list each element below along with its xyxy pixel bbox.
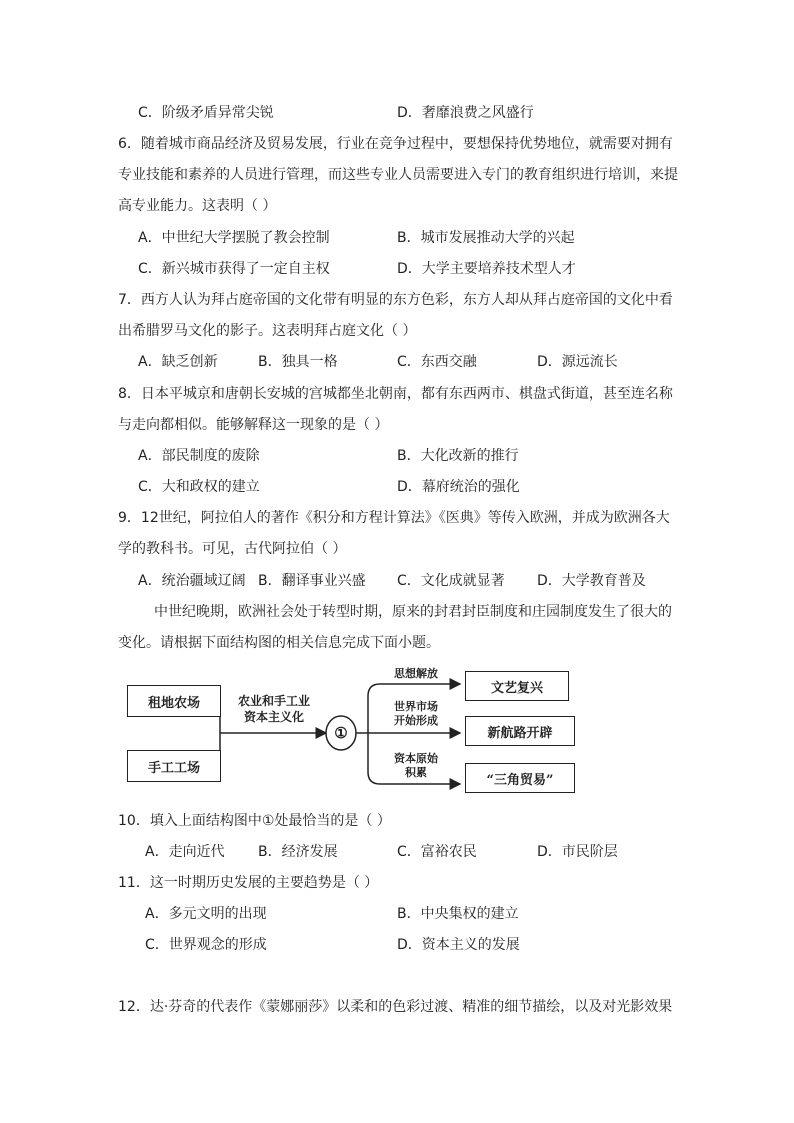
label-capitalization-2: 资本主义化 [243,710,304,724]
q7-stem-line-1: 7．西方人认为拜占庭帝国的文化带有明显的东方色彩，东方人却从拜占庭帝国的文化中看 [118,292,673,308]
q8-option-b: B．大化改新的推行 [397,448,519,464]
q9-option-b: B．翻译事业兴盛 [258,573,366,589]
q8-stem-line-2: 与走向都相似。能够解释这一现象的是（ ） [118,417,389,433]
box-rented-farm: 租地农场 [127,685,221,717]
right-bracket [368,684,380,784]
box-handicraft-workshop: 手工工场 [127,750,221,782]
q10-option-d: D．市民阶层 [537,844,618,860]
q7-option-a: A．缺乏创新 [138,354,218,370]
label-world-market-2: 开始形成 [394,714,438,727]
q6-option-c: C．新兴城市获得了一定自主权 [138,261,330,277]
q6-option-b: B．城市发展推动大学的兴起 [397,230,575,246]
box-renaissance: 文艺复兴 [465,671,569,701]
q6-stem-line-1: 6．随着城市商品经济及贸易发展，行业在竞争过程中，要想保持优势地位，就需要对拥有 [118,136,673,152]
q9-option-d: D．大学教育普及 [537,573,646,589]
q8-stem-line-1: 8．日本平城京和唐朝长安城的宫城都坐北朝南，都有东西两市、棋盘式街道，甚至连名称 [118,386,673,402]
q6-option-a: A．中世纪大学摆脱了教会控制 [138,230,330,246]
box-new-sea-routes: 新航路开辟 [465,716,575,746]
q6-stem-line-3: 高专业能力。这表明（ ） [118,198,277,214]
q9-option-a: A．统治疆域辽阔 [138,573,246,589]
box-triangular-trade: “三角贸易” [465,763,575,793]
label-thought-liberation: 思想解放 [394,667,438,680]
q9-stem-line-2: 学的教科书。可见，古代阿拉伯（ ） [118,541,347,557]
material-intro-line-1: 中世纪晚期，欧洲社会处于转型时期，原来的封君封臣制度和庄园制度发生了很大的 [154,604,672,620]
q5-option-c: C．阶级矛盾异常尖锐 [138,105,274,121]
q12-stem-line-1: 12．达·芬奇的代表作《蒙娜丽莎》以柔和的色彩过渡、精准的细节描绘，以及对光影效果 [118,999,673,1015]
q8-option-a: A．部民制度的废除 [138,448,260,464]
q9-option-c: C．文化成就显著 [397,573,505,589]
q6-stem-line-2: 专业技能和素养的人员进行管理，而这些专业人员需要进入专门的教育组织进行培训，来提 [118,167,678,183]
label-primitive-accumulation-1: 资本原始 [394,752,438,765]
q11-option-c: C．世界观念的形成 [145,937,267,953]
label-capitalization-1: 农业和手工业 [237,694,310,708]
q11-option-b: B．中央集权的建立 [397,906,519,922]
q10-option-b: B．经济发展 [258,844,338,860]
q7-stem-line-2: 出希腊罗马文化的影子。这表明拜占庭文化（ ） [118,323,417,339]
q10-option-a: A．走向近代 [145,844,225,860]
label-world-market-1: 世界市场 [394,700,438,713]
q7-option-d: D．源远流长 [537,354,618,370]
q11-option-d: D．资本主义的发展 [397,937,520,953]
q9-stem-line-1: 9．12世纪，阿拉伯人的著作《积分和方程计算法》《医典》等传入欧洲，并成为欧洲各大 [118,510,670,526]
q7-option-c: C．东西交融 [397,354,477,370]
q8-option-d: D．幕府统治的强化 [397,479,520,495]
material-intro-line-2: 变化。请根据下面结构图的相关信息完成下面小题。 [118,635,440,651]
q10-stem: 10．填入上面结构图中①处最恰当的是（ ） [118,813,391,829]
q11-option-a: A．多元文明的出现 [145,906,267,922]
q11-stem: 11．这一时期历史发展的主要趋势是（ ） [118,875,379,891]
q5-option-d: D．奢靡浪费之风盛行 [397,105,534,121]
q7-option-b: B．独具一格 [258,354,338,370]
label-primitive-accumulation-2: 积累 [405,766,427,779]
q8-option-c: C．大和政权的建立 [138,479,260,495]
q10-option-c: C．富裕农民 [397,844,477,860]
q6-option-d: D．大学主要培养技术型人才 [397,261,576,277]
circle-number-1: ① [334,724,348,742]
